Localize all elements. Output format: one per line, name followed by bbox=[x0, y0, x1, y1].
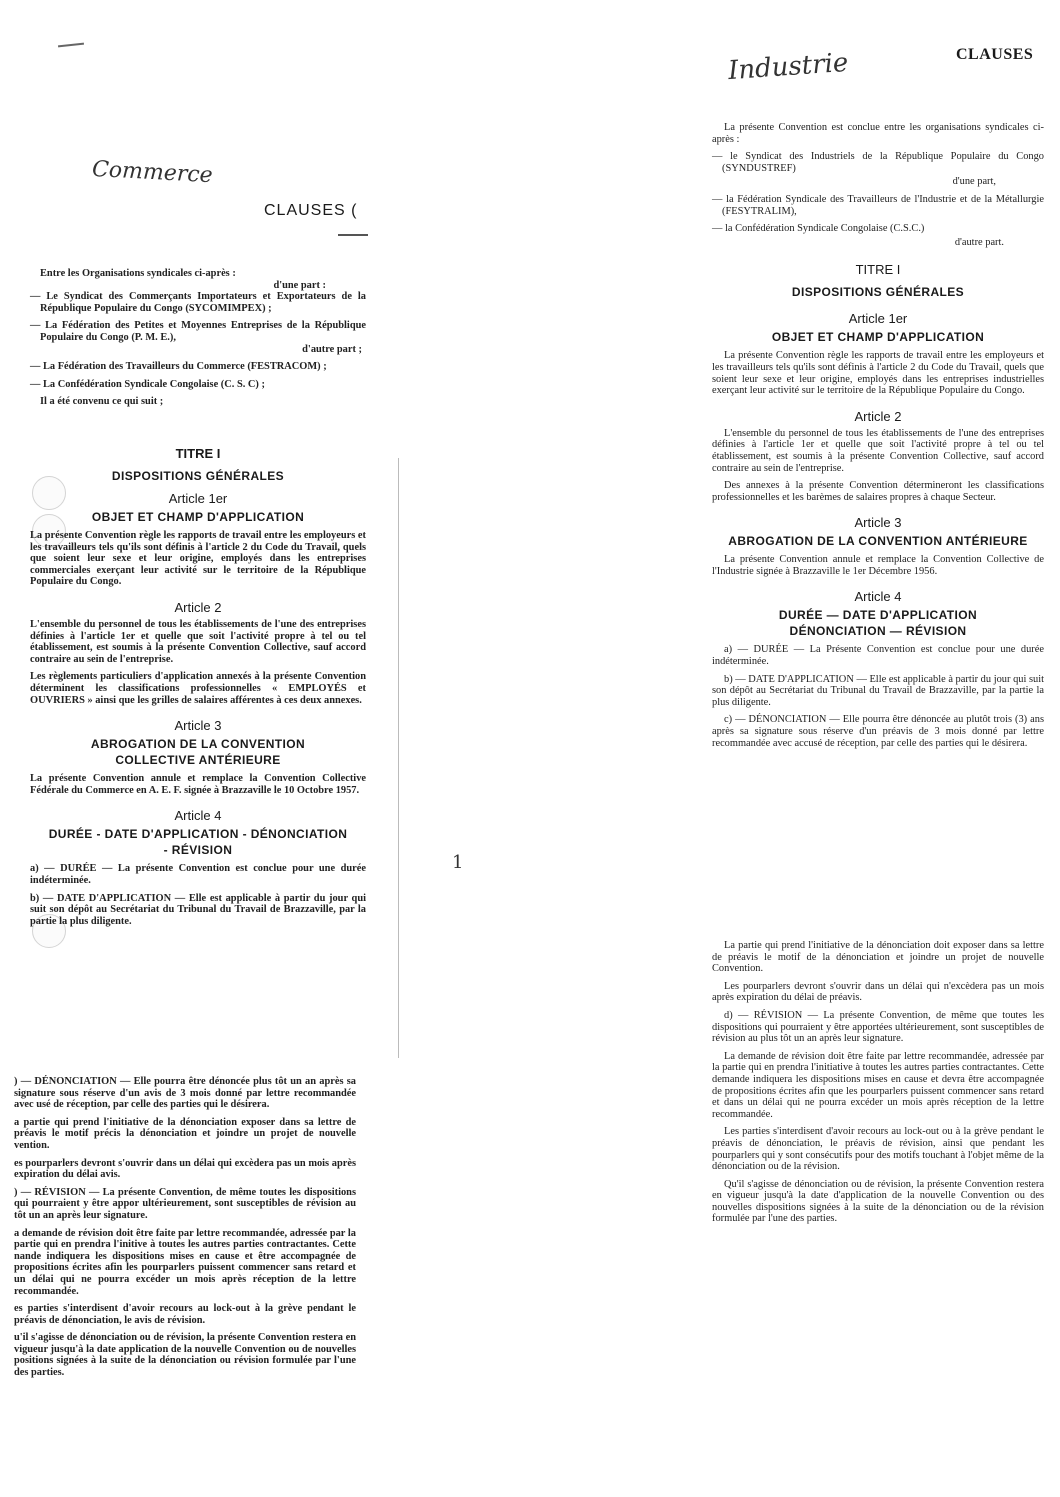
right-revision: d) — RÉVISION — La présente Convention, de même que toutes les dispositions qui pourraient y être apportées ultérieurement, sont susceptibles de révision au plus tôt un an après leur signature. bbox=[712, 1009, 1044, 1045]
left-art1-text: La présente Convention règle les rapports de travail entre les employeurs et les travailleurs tels qu'ils sont définis à l'article 2 du Code du Travail, quels que soient leur sexe et leur origine, employés dans les entreprises commerciales exerçant leur activité sur le territoire de la République Populaire du Congo. bbox=[30, 530, 366, 588]
left-art2: Article 2 bbox=[174, 599, 222, 615]
left-page-header: CLAUSES ( bbox=[264, 202, 358, 219]
left-art2-text1: L'ensemble du personnel de tous les établissements de l'une des entreprises définies à l'article 1er et quelle que soit l'activité propre à tel ou tel établissement, est soumis à la présente Convention Collective, sauf accord contraire au sein de l'entreprise. bbox=[30, 618, 366, 665]
right-column bbox=[712, 122, 1044, 755]
right-art2-text1: L'ensemble du personnel de tous les établissements de l'une des entreprises définies à l'article 1er et quelle que soit l'activité propre à tel ou tel établissement, est soumis à la présente Convention Collective, sauf accord contraire au sein de l'entreprise. bbox=[712, 427, 1044, 474]
right-art4-b: b) — DATE D'APPLICATION — Elle est applicable à partir du jour qui suit son dépôt au Secrétariat du Tribunal du Travail de Brazzaville, par la partie la plus diligente. bbox=[712, 673, 1044, 708]
left-art4-title1: DURÉE - DATE D'APPLICATION - DÉNONCIATION bbox=[48, 827, 348, 842]
right-p6: Qu'il s'agisse de dénonciation ou de révision, la présente Convention restera en vigueur jusqu'à la date d'application de la nouvelle Convention ou des nouvelles dispositions signées à la suite de la dénonciation ou de la révision formulée par l'une des parties. bbox=[712, 1178, 1044, 1225]
right-party-2: — la Fédération Syndicale des Travailleurs de l'Industrie et de la Métallurgie (FESYTRALIM), bbox=[712, 193, 1044, 217]
left-party-4: — La Confédération Syndicale Congolaise (C. S. C) ; bbox=[30, 378, 265, 390]
left-column-bottom bbox=[14, 1076, 356, 1385]
left-art4-a: a) — DURÉE — La présente Convention est conclue pour une durée indéterminée. bbox=[30, 863, 366, 886]
left-art3-title1: ABROGATION DE LA CONVENTION bbox=[90, 737, 306, 752]
left-p5: es parties s'interdisent d'avoir recours au lock-out à la grève pendant le préavis de dénonciation, le avis de révision. bbox=[14, 1303, 356, 1326]
handwritten-commerce: Commerce bbox=[91, 156, 214, 189]
right-p5: Les parties s'interdisent d'avoir recours au lock-out ou à la grève pendant le préavis de dénonciation, le préavis de révision, ainsi que pendant les pourparlers qui y sont consécutifs pour des motifs touchant à l'objet même de la dénonciation ou de la révision. bbox=[712, 1126, 1044, 1173]
left-art4: Article 4 bbox=[174, 808, 222, 824]
right-art2-text2: Des annexes à la présente Convention détermineront les classifications professionnelles et les barèmes de salaires propres à chaque Secteur. bbox=[712, 480, 1044, 503]
pen-stroke-mark bbox=[58, 43, 84, 48]
left-denonciation: ) — DÉNONCIATION — Elle pourra être dénoncée plus tôt un an après sa signature sous réserve d'un avis de 3 mois donné par lettre recommandée avec usé de réception, par celle des parties qui le désirera. bbox=[14, 1076, 356, 1111]
left-intro: Entre les Organisations syndicales ci-après : bbox=[40, 268, 236, 279]
right-autre-part: d'autre part. bbox=[954, 236, 1004, 248]
right-art2: Article 2 bbox=[854, 408, 902, 424]
right-art4: Article 4 bbox=[854, 589, 902, 605]
right-art4-c: c) — DÉNONCIATION — Elle pourra être dénoncée au plutôt trois (3) ans après sa signature sous réserve d'un préavis de 3 mois donné par lettre recommandée avec accusé de réception, par celle des parties qui le désirera. bbox=[712, 714, 1044, 749]
right-une-part: d'une part, bbox=[952, 176, 996, 188]
left-une-part: d'une part : bbox=[273, 279, 326, 291]
right-art1-text: La présente Convention règle les rapports de travail entre les employeurs et les travailleurs tels qu'ils sont définis à l'article 2 du Code du Travail, quels que soient leur sexe et leur origine, employés dans les entreprises industrielles exerçant leur activité sur le territoire de la République Populaire du Congo. bbox=[712, 350, 1044, 397]
left-art3: Article 3 bbox=[174, 718, 222, 734]
right-party-3: — la Confédération Syndicale Congolaise (C.S.C.) bbox=[712, 223, 925, 235]
left-header-rule bbox=[338, 234, 368, 236]
right-p4: La demande de révision doit être faite par lettre recommandée, adressée par la partie qui en prendra l'initiative à toutes les autres parties contractantes. Cette demande indiquera les dispositions mises en cause et devra être accompagnée de propositions écrites afin que les pourparlers puissent commencer sans retard et dans un délai qui ne pourra excéder un mois après réception de la lettre recommandée. bbox=[712, 1050, 1044, 1120]
left-party-2: — La Fédération des Petites et Moyennes Entreprises de la République Populaire du Congo (P. M. E.), bbox=[30, 320, 366, 343]
left-art1-title: OBJET ET CHAMP D'APPLICATION bbox=[91, 510, 305, 524]
right-p1: La partie qui prend l'initiative de la dénonciation doit exposer dans sa lettre de préavis le motif de la dénonciation et joindre un projet de nouvelle Convention. bbox=[712, 940, 1044, 975]
right-titre: TITRE I bbox=[855, 262, 901, 278]
left-art4-b: b) — DATE D'APPLICATION — Elle est applicable à partir du jour qui suit son dépôt au Secrétariat du Tribunal du Travail de Brazzaville, par la partie la plus diligente. bbox=[30, 892, 366, 927]
right-art4-a: a) — DURÉE — La Présente Convention est conclue pour une durée indéterminée. bbox=[712, 644, 1044, 668]
left-art2-text2: Les règlements particuliers d'application annexés à la présente Convention déterminent les classifications professionnelles « EMPLOYÉS et OUVRIERS » ainsi que les grilles de salaires afférentes à ces deux annexes. bbox=[30, 671, 366, 706]
left-p4: a demande de révision doit être faite par lettre recommandée, adressée par la partie qui en prendra l'initive à toutes les autres parties contractantes. Cette nande indiquera les dispositions mises en cause et être accompagnée de propositions écrites afin les pourparlers puissent commencer sans retard et un délai qui ne pourra excéder un mois après réception de la lettre recommandée. bbox=[14, 1227, 356, 1297]
left-autre-part: d'autre part ; bbox=[302, 343, 362, 355]
left-column-top bbox=[30, 268, 366, 408]
left-p2: es pourparlers devront s'ouvrir dans un délai qui excèdera pas un mois après expiration du délai avis. bbox=[14, 1157, 356, 1181]
handwritten-mark: 1 bbox=[452, 852, 464, 873]
left-art3-text: La présente Convention annule et remplace la Convention Collective Fédérale du Commerce en A. E. F. signée à Brazzaville le 10 Octobre 1957. bbox=[30, 773, 366, 796]
left-convenu: Il a été convenu ce qui suit ; bbox=[40, 396, 164, 408]
left-column-divider bbox=[398, 458, 399, 1058]
handwritten-industrie: Industrie bbox=[727, 47, 850, 87]
left-titre: TITRE I bbox=[175, 446, 221, 461]
right-party-1: — le Syndicat des Industriels de la République Populaire du Congo (SYNDUSTREF) bbox=[712, 151, 1044, 174]
right-art1-title: OBJET ET CHAMP D'APPLICATION bbox=[771, 330, 985, 345]
right-art3-title: ABROGATION DE LA CONVENTION ANTÉRIEURE bbox=[728, 534, 1028, 549]
left-art3-title2: COLLECTIVE ANTÉRIEURE bbox=[115, 753, 281, 768]
right-titre-sub: DISPOSITIONS GÉNÉRALES bbox=[791, 285, 965, 300]
left-titre-sub: DISPOSITIONS GÉNÉRALES bbox=[111, 469, 285, 483]
left-art1: Article 1er bbox=[168, 491, 228, 506]
right-page-header: CLAUSES bbox=[956, 46, 1034, 63]
right-column-bottom bbox=[712, 940, 1044, 1231]
left-revision: ) — RÉVISION — La présente Convention, de même toutes les dispositions qui pourraient y être appor ultérieurement, sont susceptibles de révision au tôt un an après leur signature. bbox=[14, 1186, 356, 1221]
left-p1: a partie qui prend l'initiative de la dénonciation exposer dans sa lettre de préavis le motif précis la dénonciation et joindre un projet de nouvelle vention. bbox=[14, 1116, 356, 1151]
left-party-3: — La Fédération des Travailleurs du Commerce (FESTRACOM) ; bbox=[30, 361, 327, 373]
right-art4-title1: DURÉE — DATE D'APPLICATION bbox=[778, 608, 978, 623]
left-party-1: — Le Syndicat des Commerçants Importateurs et Exportateurs de la République Populaire du Congo (SYCOMIMPEX) ; bbox=[30, 291, 366, 314]
left-art4-title2: - RÉVISION bbox=[163, 843, 233, 858]
right-intro: La présente Convention est conclue entre les organisations syndicales ci-après : bbox=[712, 122, 1044, 145]
right-art3-text: La présente Convention annule et remplace la Convention Collective de l'Industrie signée à Brazzaville le 1er Décembre 1956. bbox=[712, 554, 1044, 577]
right-p2: Les pourparlers devront s'ouvrir dans un délai qui n'excèdera pas un mois après expiration du délai de préavis. bbox=[712, 980, 1044, 1004]
right-art4-title2: DÉNONCIATION — RÉVISION bbox=[789, 624, 967, 639]
right-art3: Article 3 bbox=[854, 515, 902, 531]
left-p6: u'il s'agisse de dénonciation ou de révision, la présente Convention restera en vigueur jusqu'à la date application de la nouvelle Convention ou de nouvelles positions signées à la suite de la dénonciation ou révision formulée par l'une des parties. bbox=[14, 1332, 356, 1379]
left-column-titre bbox=[30, 446, 366, 933]
right-art1: Article 1er bbox=[848, 311, 908, 327]
